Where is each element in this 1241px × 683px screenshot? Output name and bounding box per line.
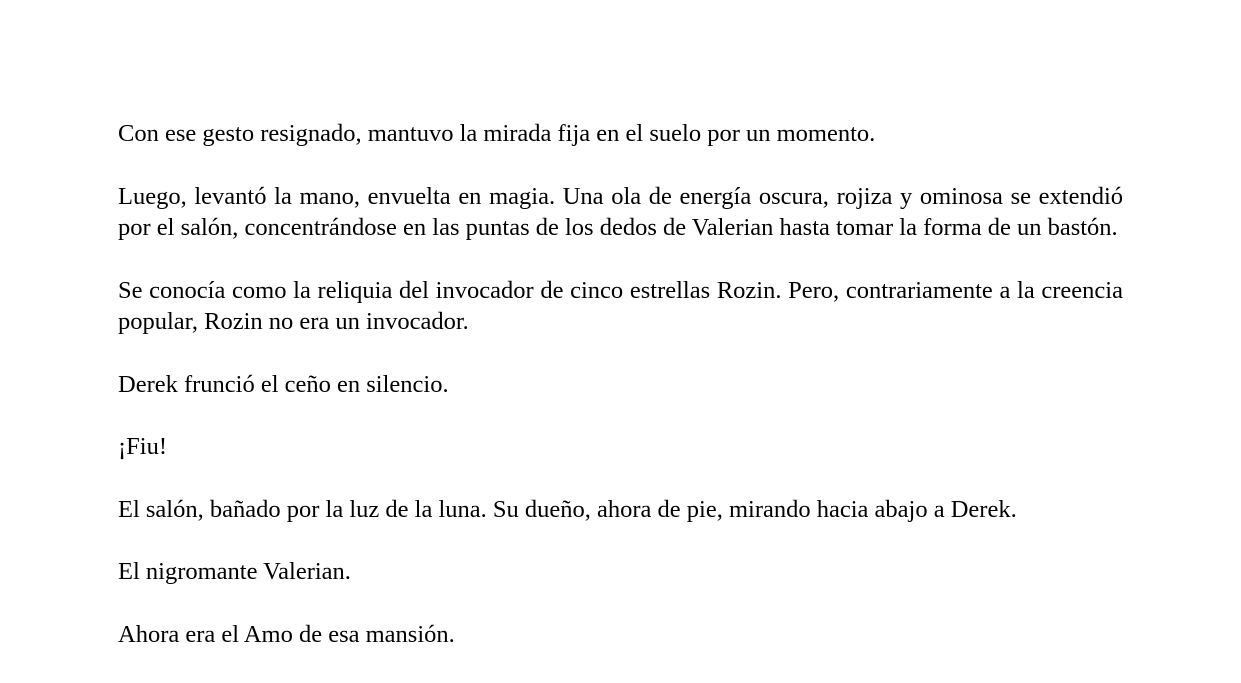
paragraph: ¡Fiu!: [118, 433, 167, 460]
document-body: [118, 118, 1123, 650]
paragraph: Derek frunció el ceño en silencio.: [118, 370, 449, 398]
paragraph: El salón, bañado por la luz de la luna. Su dueño, ahora de pie, mirando hacia abajo a Derek.: [118, 495, 1017, 523]
paragraph: Se conocía como la reliquia del invocador de cinco estrellas Rozin. Pero, contrariamente a la creencia popular, Rozin no era un invocador.: [118, 276, 1123, 335]
paragraph: Con ese gesto resignado, mantuvo la mirada fija en el suelo por un momento.: [118, 120, 876, 147]
paragraph: Luego, levantó la mano, envuelta en magia. Una ola de energía oscura, rojiza y ominosa se extendió por el salón, concentrándose en las puntas de los dedos de Valerian hasta tomar la forma de un bastón.: [118, 182, 1123, 241]
paragraph: El nigromante Valerian.: [118, 558, 351, 585]
paragraph: Ahora era el Amo de esa mansión.: [118, 620, 455, 648]
